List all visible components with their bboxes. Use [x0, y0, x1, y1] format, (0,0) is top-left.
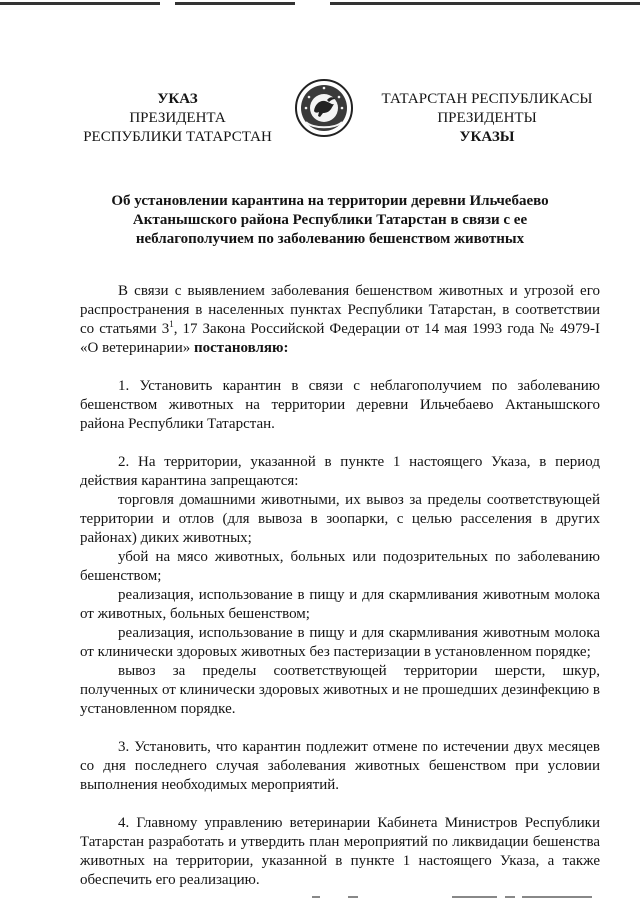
preamble-text: В связи с выявлением заболевания бешенством животных и угрозой его распространения в населенных пунктах Республики Татарстан, в соответствии со статьями 3 [80, 283, 600, 337]
header-left-line3: РЕСПУБЛИКИ ТАТАРСТАН [83, 129, 272, 145]
title-line2: Актанышского района Республики Татарстан в связи с ее [132, 212, 528, 228]
item-2-c: реализация, использование в пищу и для скармливания животным молока от животных, больных бешенством; [80, 587, 600, 622]
title-line3: неблагополучием по заболеванию бешенством животных [135, 231, 525, 247]
preamble-paragraph [80, 282, 600, 358]
item-2-d: реализация, использование в пищу и для скармливания животным молока от клинически здоровых животных без пастеризации в установленном порядке; [80, 625, 600, 660]
item-2-a: торговля домашними животными, их вывоз за пределы соответствующей территории и отлов (для вывоза в зоопарки, с целью расселения в других районах) диких животных; [80, 492, 600, 546]
item-3: 3. Установить, что карантин подлежит отмене по истечении двух месяцев со дня последнего случая заболевания животных бешенством при условии выполнения необходимых мероприятий. [80, 739, 600, 793]
header-left-russian [70, 90, 285, 147]
scan-top-edge [0, 2, 640, 5]
header-left-line2: ПРЕЗИДЕНТА [129, 110, 226, 126]
item-2-intro: 2. На территории, указанной в пункте 1 настоящего Указа, в период действия карантина запрещаются: [80, 454, 600, 489]
item-4: 4. Главному управлению ветеринарии Кабинета Министров Республики Татарстан разработать и утвердить план мероприятий по ликвидации бешенства животных на территории, указанной в пункте 1 настоящего Указа, а также обеспечить его реализацию. [80, 815, 600, 888]
header-right-line3: УКАЗЫ [459, 129, 515, 145]
header-right-line2: ПРЕЗИДЕНТЫ [437, 110, 537, 126]
item-2-b: убой на мясо животных, больных или подозрительных по заболеванию бешенством; [80, 549, 600, 584]
preamble-text-cont: , 17 Закона Российской Федерации от 14 мая 1993 года № 4979-I «О ветеринарии» [80, 321, 601, 356]
scan-footer-marks [0, 893, 640, 901]
header-right-tatar [368, 90, 606, 147]
decree-word: постановляю: [193, 340, 289, 356]
decree-title [80, 192, 580, 249]
coat-of-arms-emblem [294, 78, 354, 138]
item-2-e: вывоз за пределы соответствующей территории шерсти, шкур, полученных от клинически здоровых животных и не прошедших дезинфекцию в установленном порядке. [80, 663, 600, 717]
item-1: 1. Установить карантин в связи с неблагополучием по заболеванию бешенством животных на территории деревни Ильчебаево Актанышского района Республики Татарстан. [80, 378, 600, 432]
title-line1: Об установлении карантина на территории деревни Ильчебаево [111, 193, 549, 209]
header-left-line1: УКАЗ [157, 91, 198, 107]
preamble-superscript: 1 [169, 319, 174, 329]
header-right-line1: ТАТАРСТАН РЕСПУБЛИКАСЫ [381, 91, 593, 107]
decree-body [80, 282, 600, 890]
